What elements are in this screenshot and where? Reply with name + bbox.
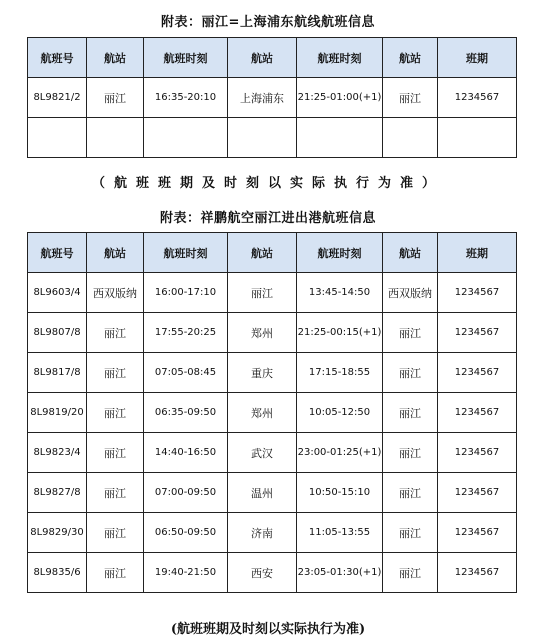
- departure-time-cell: 16:00-17:10: [144, 273, 228, 313]
- table2-title: 附表：祥鹏航空丽江进出港航班信息: [159, 211, 376, 226]
- schedule-cell: 1234567: [438, 313, 517, 353]
- return-time-cell: 21:25-01:00(+1): [297, 78, 383, 118]
- departure-time-cell: 17:55-20:25: [144, 313, 228, 353]
- header-station: 航站: [87, 233, 144, 273]
- origin-station-cell: 丽江: [87, 513, 144, 553]
- origin-station-cell: 丽江: [87, 78, 144, 118]
- schedule-cell: 1234567: [438, 393, 517, 433]
- return-time-cell: 23:05-01:30(+1): [297, 553, 383, 593]
- table-row: [28, 273, 517, 313]
- schedule-cell: 1234567: [438, 433, 517, 473]
- stop-station-cell: 上海浦东: [228, 78, 297, 118]
- return-time-cell: 21:25-00:15(+1): [297, 313, 383, 353]
- departure-time-cell: 07:00-09:50: [144, 473, 228, 513]
- flight-no-cell: [28, 118, 87, 158]
- stop-station-cell: 武汉: [228, 433, 297, 473]
- departure-time-cell: 06:35-09:50: [144, 393, 228, 433]
- flight-no-cell: 8L9823/4: [28, 433, 87, 473]
- route-table-shanghai: [27, 37, 517, 158]
- return-time-cell: 10:50-15:10: [297, 473, 383, 513]
- stop-station-cell: 郑州: [228, 313, 297, 353]
- flight-no-cell: 8L9603/4: [28, 273, 87, 313]
- flight-no-cell: 8L9827/8: [28, 473, 87, 513]
- flight-no-cell: 8L9807/8: [28, 313, 87, 353]
- flight-no-cell: 8L9819/20: [28, 393, 87, 433]
- header-flight-no: 航班号: [28, 38, 87, 78]
- table-row: [28, 473, 517, 513]
- header-station: 航站: [383, 38, 438, 78]
- return-time-cell: 13:45-14:50: [297, 273, 383, 313]
- origin-station-cell: 丽江: [87, 313, 144, 353]
- origin-station-cell: 丽江: [87, 393, 144, 433]
- destination-station-cell: 丽江: [383, 313, 438, 353]
- table-header-row: [28, 38, 517, 78]
- origin-station-cell: 西双版纳: [87, 273, 144, 313]
- table-row: [28, 313, 517, 353]
- return-time-cell: 10:05-12:50: [297, 393, 383, 433]
- destination-station-cell: [383, 118, 438, 158]
- return-time-cell: [297, 118, 383, 158]
- table-row: [28, 353, 517, 393]
- table-row: [28, 78, 517, 118]
- header-time: 航班时刻: [144, 38, 228, 78]
- origin-station-cell: 丽江: [87, 353, 144, 393]
- destination-station-cell: 丽江: [383, 473, 438, 513]
- table-row: [28, 553, 517, 593]
- departure-time-cell: 14:40-16:50: [144, 433, 228, 473]
- table1-note: （航班班期及时刻以实际执行为准）: [91, 176, 444, 191]
- destination-station-cell: 丽江: [383, 393, 438, 433]
- table-header-row: [28, 233, 517, 273]
- table-row: [28, 393, 517, 433]
- stop-station-cell: 温州: [228, 473, 297, 513]
- table-row: [28, 513, 517, 553]
- schedule-cell: 1234567: [438, 553, 517, 593]
- schedule-cell: [438, 118, 517, 158]
- destination-station-cell: 丽江: [383, 433, 438, 473]
- header-flight-no: 航班号: [28, 233, 87, 273]
- table2-body: [28, 273, 517, 593]
- header-station: 航站: [87, 38, 144, 78]
- flight-no-cell: 8L9821/2: [28, 78, 87, 118]
- schedule-cell: 1234567: [438, 353, 517, 393]
- stop-station-cell: 丽江: [228, 273, 297, 313]
- destination-station-cell: 丽江: [383, 78, 438, 118]
- header-time: 航班时刻: [297, 233, 383, 273]
- destination-station-cell: 丽江: [383, 513, 438, 553]
- return-time-cell: 11:05-13:55: [297, 513, 383, 553]
- table1-title: 附表：丽江=上海浦东航线航班信息: [161, 15, 375, 30]
- departure-time-cell: 07:05-08:45: [144, 353, 228, 393]
- table-row: [28, 118, 517, 158]
- schedule-cell: 1234567: [438, 78, 517, 118]
- table1-body: [28, 78, 517, 158]
- return-time-cell: 23:00-01:25(+1): [297, 433, 383, 473]
- departure-time-cell: [144, 118, 228, 158]
- origin-station-cell: 丽江: [87, 473, 144, 513]
- stop-station-cell: [228, 118, 297, 158]
- stop-station-cell: 郑州: [228, 393, 297, 433]
- schedule-cell: 1234567: [438, 273, 517, 313]
- table-row: [28, 433, 517, 473]
- departure-time-cell: 06:50-09:50: [144, 513, 228, 553]
- header-time: 航班时刻: [144, 233, 228, 273]
- schedule-cell: 1234567: [438, 513, 517, 553]
- header-station: 航站: [228, 233, 297, 273]
- header-schedule: 班期: [438, 38, 517, 78]
- origin-station-cell: 丽江: [87, 433, 144, 473]
- table2-note: (航班班期及时刻以实际执行为准): [170, 622, 366, 637]
- return-time-cell: 17:15-18:55: [297, 353, 383, 393]
- header-time: 航班时刻: [297, 38, 383, 78]
- stop-station-cell: 济南: [228, 513, 297, 553]
- departure-time-cell: 19:40-21:50: [144, 553, 228, 593]
- flight-no-cell: 8L9829/30: [28, 513, 87, 553]
- flight-no-cell: 8L9817/8: [28, 353, 87, 393]
- header-schedule: 班期: [438, 233, 517, 273]
- destination-station-cell: 西双版纳: [383, 273, 438, 313]
- destination-station-cell: 丽江: [383, 353, 438, 393]
- origin-station-cell: [87, 118, 144, 158]
- schedule-cell: 1234567: [438, 473, 517, 513]
- departure-time-cell: 16:35-20:10: [144, 78, 228, 118]
- flight-table-lijiang: [27, 232, 517, 593]
- stop-station-cell: 重庆: [228, 353, 297, 393]
- header-station: 航站: [383, 233, 438, 273]
- flight-no-cell: 8L9835/6: [28, 553, 87, 593]
- destination-station-cell: 丽江: [383, 553, 438, 593]
- stop-station-cell: 西安: [228, 553, 297, 593]
- header-station: 航站: [228, 38, 297, 78]
- origin-station-cell: 丽江: [87, 553, 144, 593]
